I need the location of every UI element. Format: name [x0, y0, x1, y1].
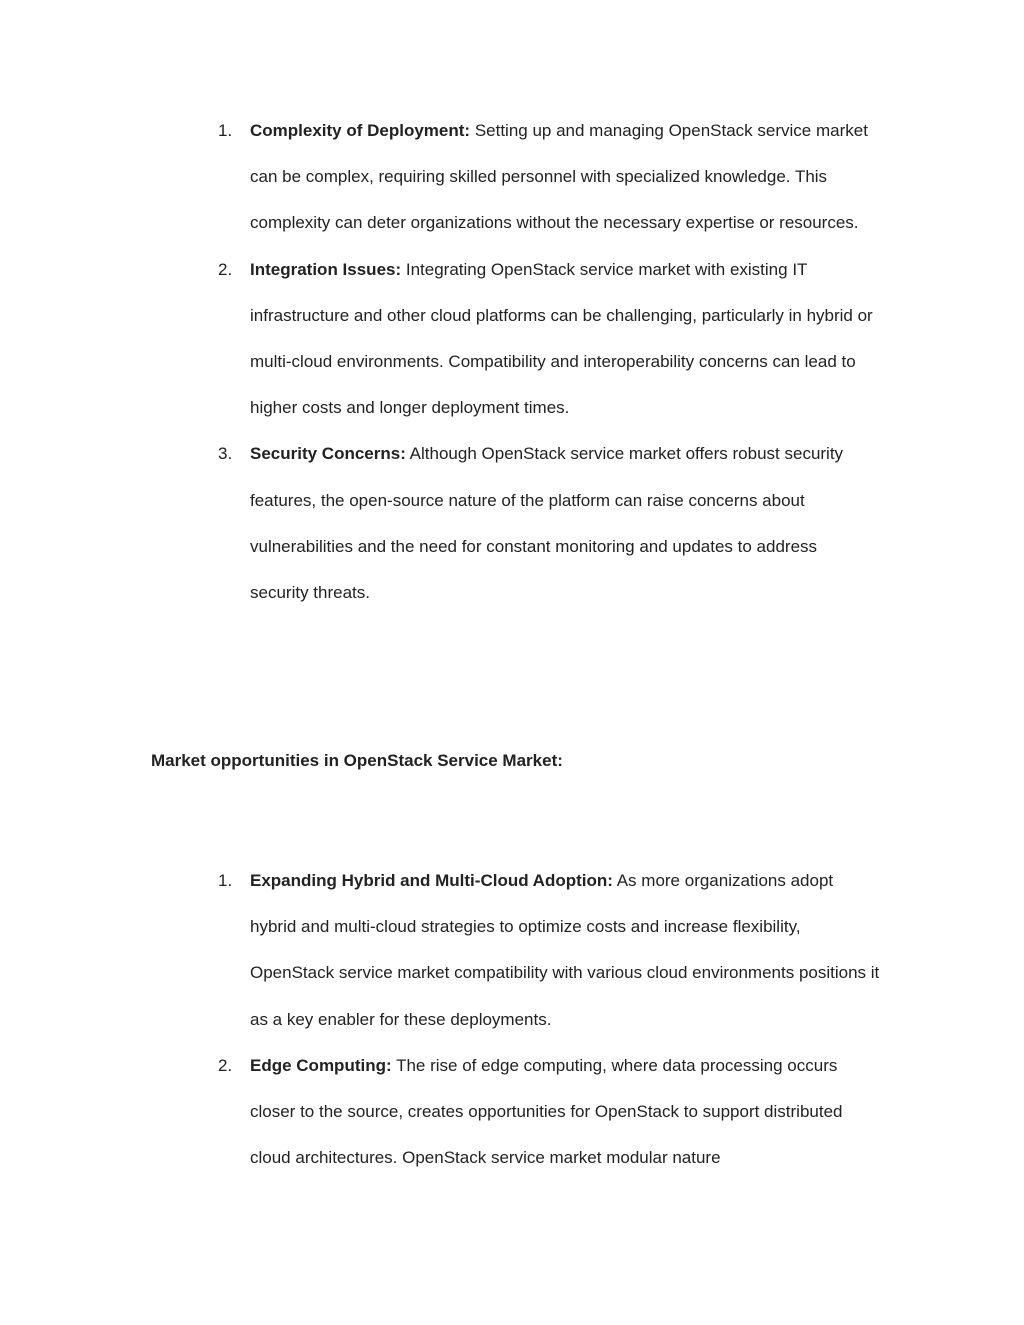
list-text: As more organizations adopt hybrid and multi-cloud strategies to optimize costs and increase flexibility, OpenStack service market compatibility with various cloud environments positions it as a key enabler for these deployments.	[250, 871, 880, 1029]
list-item	[0, 858, 880, 1043]
list-text: Integrating OpenStack service market with existing IT infrastructure and other cloud platforms can be challenging, particularly in hybrid or multi-cloud environments. Compatibility and interoperability concerns can lead to higher costs and longer deployment times.	[250, 259, 873, 418]
challenges-list	[0, 108, 1024, 616]
list-term: Complexity of Deployment:	[250, 121, 471, 140]
list-number: 2.	[218, 1055, 233, 1075]
list-number: 2.	[218, 259, 233, 279]
list-item	[0, 1043, 880, 1182]
list-term: Integration Issues:	[250, 259, 402, 279]
list-text: The rise of edge computing, where data processing occurs closer to the source, creates opportunities for OpenStack to support distributed cloud architectures. OpenStack service market modular nature	[250, 1055, 843, 1168]
list-text: Although OpenStack service market offers robust security features, the open-source nature of the platform can raise concerns about vulnerabilities and the need for constant monitoring and updates to address security threats.	[250, 444, 844, 603]
list-term: Expanding Hybrid and Multi-Cloud Adoption:	[250, 871, 613, 890]
list-number: 3.	[218, 444, 233, 464]
list-number: 1.	[218, 871, 233, 890]
list-term: Security Concerns:	[250, 444, 406, 464]
list-item	[0, 247, 880, 432]
list-item	[0, 431, 880, 616]
list-term: Edge Computing:	[250, 1055, 392, 1075]
list-item	[0, 108, 880, 247]
list-number: 1.	[218, 121, 233, 140]
opportunities-list	[0, 858, 1024, 1181]
list-text: Setting up and managing OpenStack service market can be complex, requiring skilled personnel with specialized knowledge. This complexity can deter organizations without the necessary expertise or resources.	[250, 121, 868, 233]
section-heading: Market opportunities in OpenStack Service Market:	[151, 751, 563, 770]
